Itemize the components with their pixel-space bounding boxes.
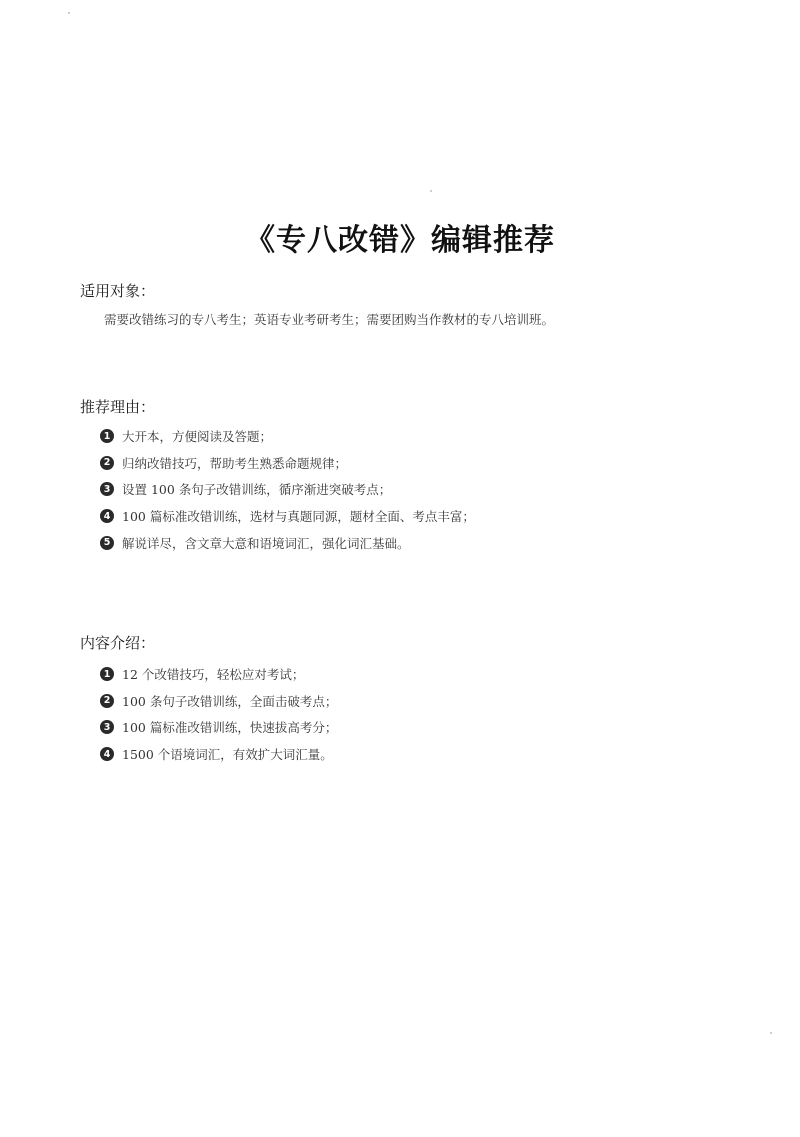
scan-speck	[770, 1032, 772, 1034]
reasons-list	[100, 423, 475, 556]
audience-text: 需要改错练习的专八考生；英语专业考研考生；需要团购当作教材的专八培训班。	[104, 312, 555, 327]
contents-list	[100, 661, 337, 767]
page-title: 《专八改错》编辑推荐	[245, 223, 555, 259]
number-5-badge-icon: 5	[100, 536, 114, 550]
reasons-heading: 推荐理由：	[80, 398, 156, 416]
audience-heading: 适用对象：	[80, 282, 156, 300]
contents-heading: 内容介绍：	[80, 634, 156, 652]
reason-item	[100, 450, 475, 477]
number-2-badge-icon: 2	[100, 694, 114, 708]
reason-text: 解说详尽，含文章大意和语境词汇，强化词汇基础。	[122, 535, 410, 551]
content-item	[100, 661, 337, 688]
number-4-badge-icon: 4	[100, 747, 114, 761]
content-item	[100, 714, 337, 741]
scan-speck	[68, 12, 70, 14]
number-2-badge-icon: 2	[100, 456, 114, 470]
number-4-badge-icon: 4	[100, 509, 114, 523]
reason-text: 设置 100 条句子改错训练，循序渐进突破考点；	[122, 482, 392, 498]
content-item	[100, 741, 337, 768]
content-text: 100 篇标准改错训练，快速拔高考分；	[122, 720, 338, 736]
reason-text: 100 篇标准改错训练，选材与真题同源，题材全面、考点丰富；	[122, 509, 475, 525]
reason-item	[100, 503, 475, 530]
reason-text: 大开本，方便阅读及答题；	[122, 429, 273, 445]
number-1-badge-icon: 1	[100, 429, 114, 443]
content-text: 12 个改错技巧，轻松应对考试；	[122, 667, 305, 683]
content-item	[100, 688, 337, 715]
number-3-badge-icon: 3	[100, 720, 114, 734]
scan-speck	[430, 190, 432, 192]
content-text: 100 条句子改错训练，全面击破考点；	[122, 693, 338, 709]
reason-text: 归纳改错技巧，帮助考生熟悉命题规律；	[122, 455, 348, 471]
content-text: 1500 个语境词汇，有效扩大词汇量。	[122, 747, 333, 763]
reason-item	[100, 529, 475, 556]
number-3-badge-icon: 3	[100, 482, 114, 496]
number-1-badge-icon: 1	[100, 667, 114, 681]
reason-item	[100, 476, 475, 503]
reason-item	[100, 423, 475, 450]
